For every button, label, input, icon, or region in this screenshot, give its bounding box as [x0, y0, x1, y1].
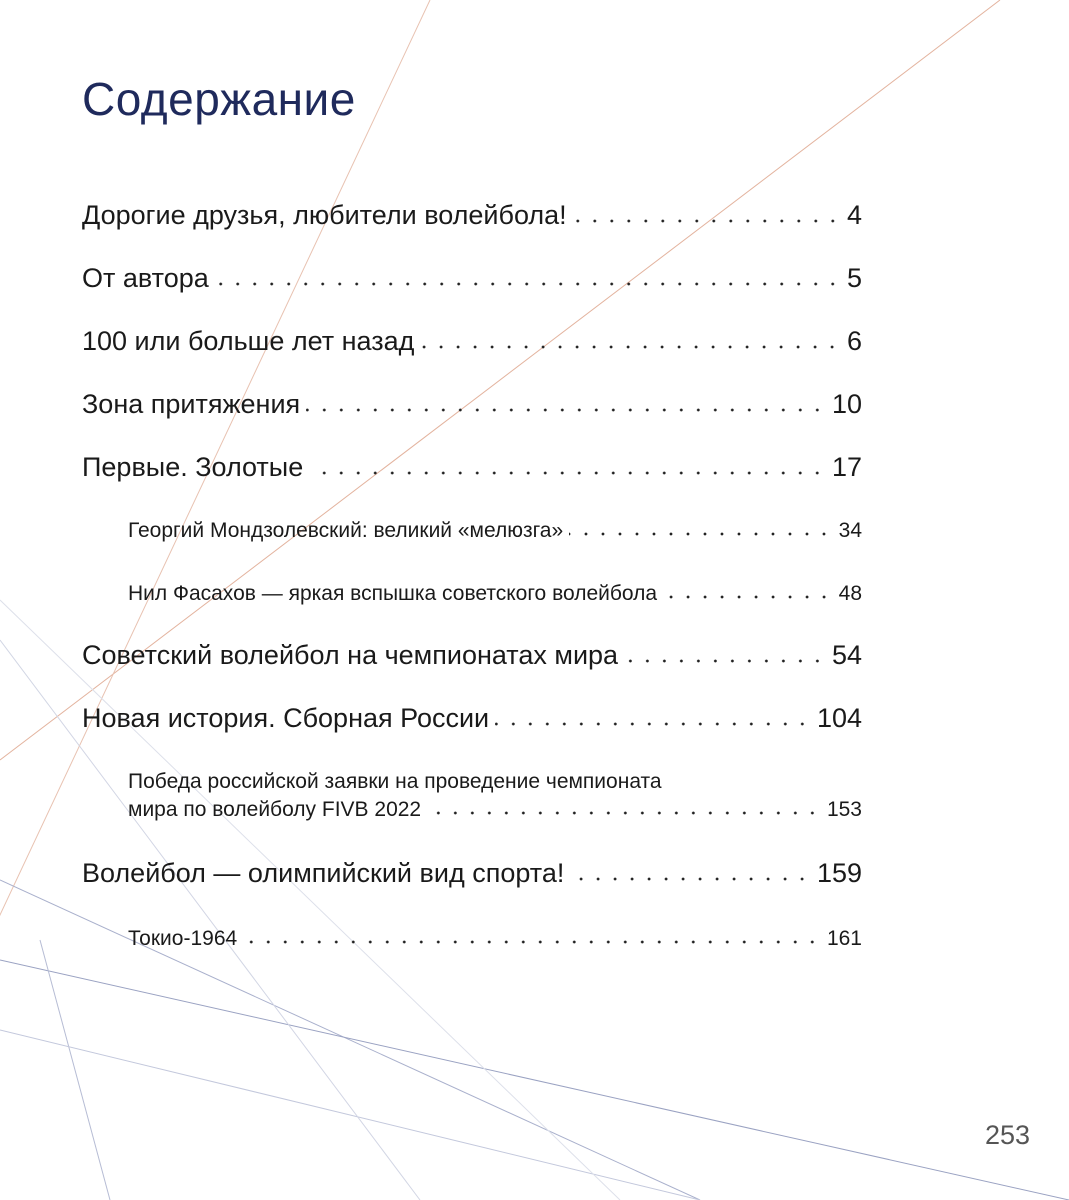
toc-entry[interactable]	[82, 389, 862, 420]
toc-entry-title: Победа российской заявки на проведение чемпионата	[128, 770, 662, 793]
dot-leader	[495, 722, 811, 726]
toc-entry[interactable]	[82, 326, 862, 357]
toc-entry-title: Волейбол — олимпийский вид спорта!	[82, 858, 565, 888]
toc-entry-title: Новая история. Сборная России	[82, 703, 490, 733]
page-title: Содержание	[82, 73, 356, 125]
toc-entry-page: 10	[831, 389, 862, 419]
toc-entry-page: 161	[826, 927, 862, 950]
toc-entry-title: Первые. Золотые	[82, 452, 304, 482]
toc-subentry[interactable]	[128, 927, 862, 951]
toc-entry-title: Нил Фасахов — яркая вспышка советского волейбола	[128, 582, 658, 605]
toc-entry-page: 4	[846, 200, 862, 230]
toc-entry-line2	[128, 798, 862, 822]
toc-subentry[interactable]	[128, 582, 862, 606]
toc-entry-page: 104	[816, 703, 862, 733]
dot-leader	[570, 877, 811, 881]
dot-leader	[427, 811, 821, 815]
toc-entry-page: 34	[838, 519, 862, 542]
toc-subentry[interactable]	[128, 519, 862, 543]
toc-entry-page: 48	[838, 582, 862, 605]
dot-leader	[243, 940, 821, 944]
toc-entry-page: 6	[846, 326, 862, 356]
dot-leader	[309, 471, 826, 475]
page-number: 253	[984, 1120, 1030, 1150]
toc-entry[interactable]	[82, 858, 862, 889]
toc-entry[interactable]	[82, 263, 862, 294]
toc-entry-title: Зона притяжения	[82, 389, 301, 419]
toc-entry-page: 17	[831, 452, 862, 482]
dot-leader	[573, 219, 841, 223]
toc-subentry[interactable]	[128, 770, 862, 822]
toc-entry[interactable]	[82, 200, 862, 231]
toc-entry-page: 5	[846, 263, 862, 293]
dot-leader	[420, 345, 841, 349]
dot-leader	[663, 595, 833, 599]
toc-entry-page: 54	[831, 640, 862, 670]
dot-leader	[569, 532, 832, 536]
toc-entry-title: Георгий Мондзолевский: великий «мелюзга»	[128, 519, 564, 542]
toc-entry-page: 159	[816, 858, 862, 888]
dot-leader	[215, 282, 841, 286]
dot-leader	[624, 659, 826, 663]
toc-entry[interactable]	[82, 452, 862, 483]
toc-entry[interactable]	[82, 703, 862, 734]
toc-entry[interactable]	[82, 640, 862, 671]
toc-entry-page: 153	[826, 798, 862, 821]
toc-entry-title: Токио-1964	[128, 927, 238, 950]
toc-entry-title: 100 или больше лет назад	[82, 326, 415, 356]
toc-entry-title: Советский волейбол на чемпионатах мира	[82, 640, 619, 670]
dot-leader	[306, 408, 826, 412]
toc-entry-title: От автора	[82, 263, 209, 293]
toc-entry-title-continued: мира по волейболу FIVB 2022	[128, 798, 422, 821]
toc-entry-title: Дорогие друзья, любители волейбола!	[82, 200, 567, 230]
